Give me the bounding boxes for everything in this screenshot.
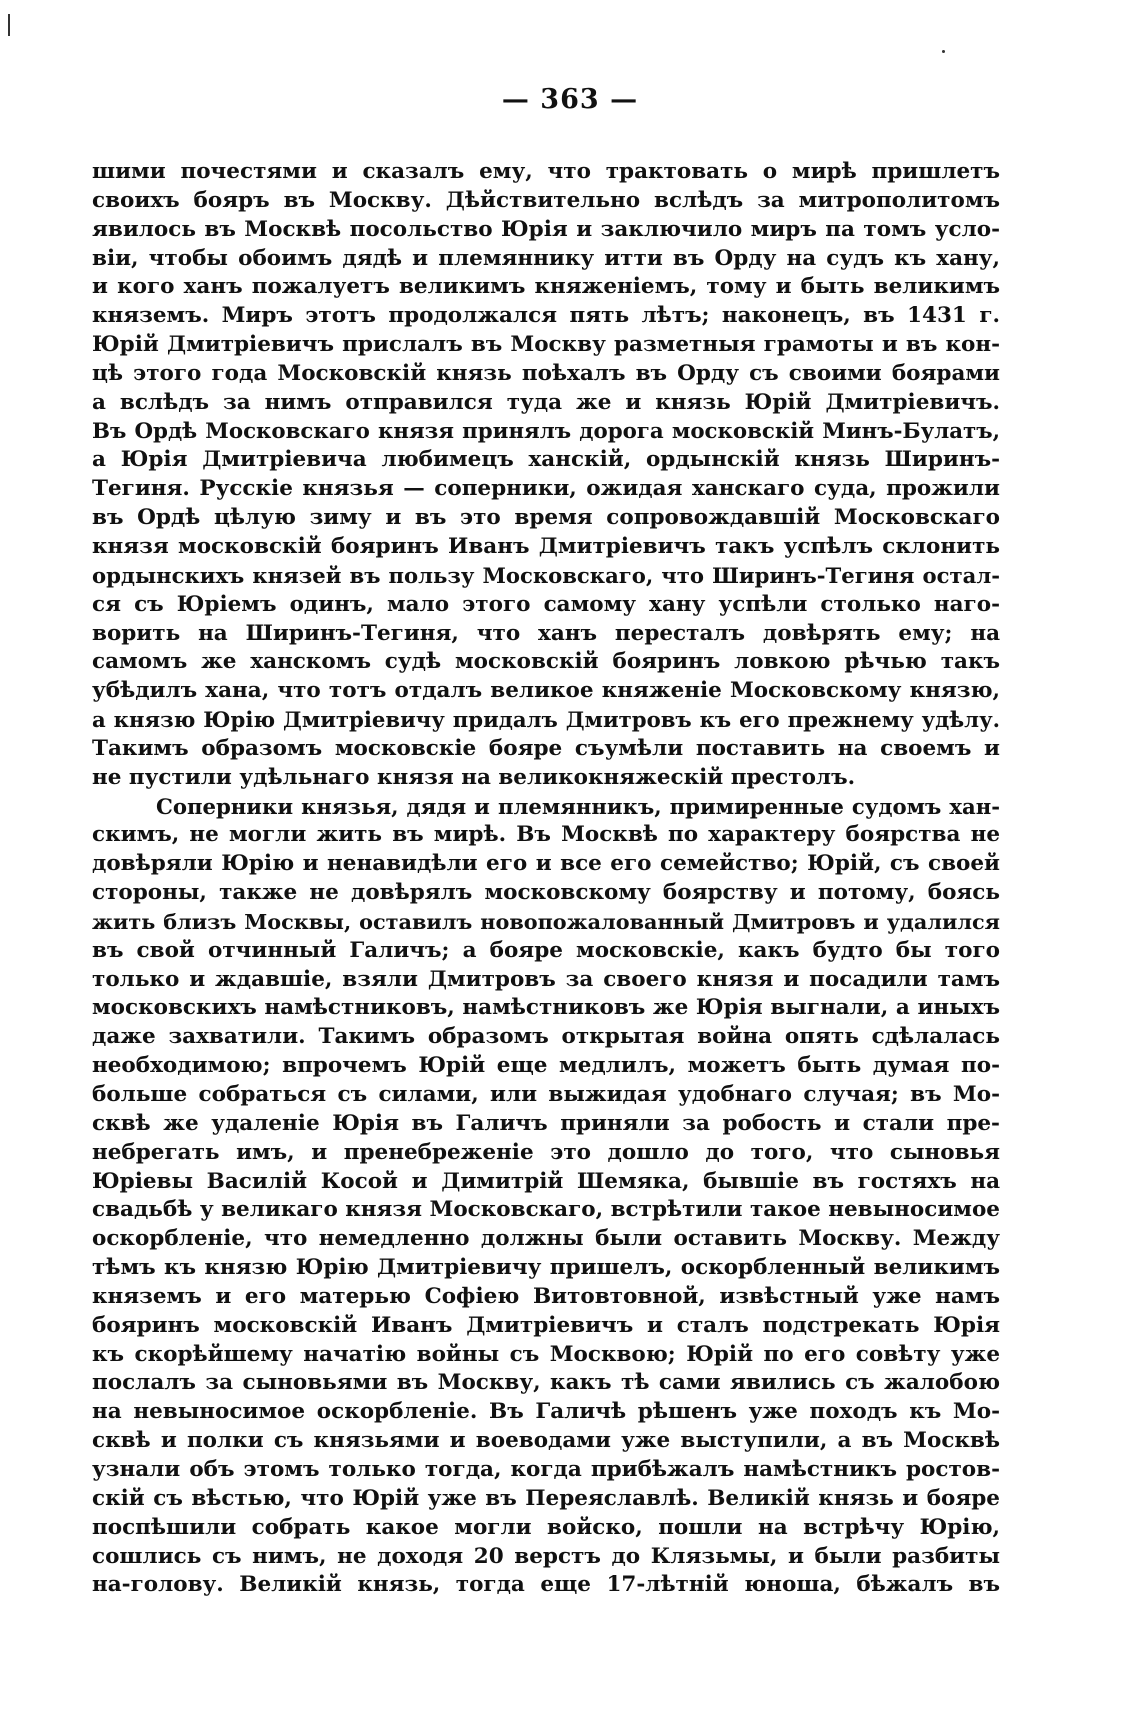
text-line: Юрій Дмитріевичъ прислалъ въ Москву разметныя грамоты и въ кон- [92, 332, 1000, 358]
text-line: а Юрія Дмитріевича любимецъ ханскій, ордынскій князь Ширинъ- [92, 447, 1000, 473]
text-line: Въ Ордѣ Московскаго князя принялъ дорога московскій Минъ-Булатъ, [92, 418, 1000, 444]
text-line: Тегиня. Русскіе князья — соперники, ожидая ханскаго суда, прожили [92, 476, 1000, 502]
text-line: ворить на Ширинъ-Тегиня, что ханъ пересталъ довѣрять ему; на [92, 620, 1000, 646]
text-line: князя московскій бояринъ Иванъ Дмитріевичъ такъ успѣлъ склонить [92, 533, 1000, 559]
text-line: и кого ханъ пожалуетъ великимъ княженіемъ, тому и быть великимъ [92, 274, 1000, 300]
text-line: небрегать имъ, и пренебреженіе это дошло до того, что сыновья [92, 1139, 1000, 1165]
text-line: ордынскихъ князей въ пользу Московскаго, что Ширинъ-Тегиня остал- [92, 562, 1000, 588]
text-line: поспѣшили собрать какое могли войско, пошли на встрѣчу Юрію, [92, 1514, 1000, 1540]
text-line: свадьбѣ у великаго князя Московскаго, встрѣтили такое невыносимое [92, 1197, 1000, 1223]
text-line: бояринъ московскій Иванъ Дмитріевичъ и сталъ подстрекать Юрія [92, 1312, 1000, 1338]
text-line: а вслѣдъ за нимъ отправился туда же и князь Юрій Дмитріевичъ. [92, 389, 1000, 415]
text-line: стороны, также не довѣрялъ московскому боярству и потому, боясь [92, 880, 1000, 906]
text-line: сквѣ и полки съ князьями и воеводами уже выступили, а въ Москвѣ [92, 1428, 1000, 1454]
text-line: только и ждавшіе, взяли Дмитровъ за своего князя и посадили тамъ [92, 966, 1000, 992]
text-line: самомъ же ханскомъ судѣ московскій бояринъ ловкою рѣчью такъ [92, 649, 1000, 675]
text-line: Такимъ образомъ московскіе бояре съумѣли поставить на своемъ и [92, 735, 1000, 761]
text-line: цѣ этого года Московскій князь поѣхалъ въ Орду съ своими боярами [92, 360, 1000, 386]
text-line: тѣмъ къ князю Юрію Дмитріевичу пришелъ, оскорбленный великимъ [92, 1255, 1000, 1281]
scan-edge-mark [8, 14, 10, 36]
text-line: узнали объ этомъ только тогда, когда прибѣжалъ намѣстникъ ростов- [92, 1456, 1000, 1482]
text-line: шими почестями и сказалъ ему, что трактовать о мирѣ пришлетъ [92, 159, 1000, 184]
text-line: необходимою; впрочемъ Юрій еще медлилъ, можетъ быть думая по- [92, 1053, 1000, 1079]
text-line: въ свой отчинный Галичъ; а бояре московскіе, какъ будто бы того [92, 937, 1000, 963]
text-line: сошлись съ нимъ, не доходя 20 верстъ до Клязьмы, и были разбиты [92, 1543, 1000, 1569]
paragraph-first-line: Соперники князья, дядя и племянникъ, примиренные судомъ хан- [156, 793, 1000, 819]
paragraph-end-line: не пустили удѣльнаго князя на великокняжескій престолъ. [92, 764, 856, 790]
text-line: а князю Юрію Дмитріевичу придалъ Дмитровъ къ его прежнему удѣлу. [92, 707, 1000, 733]
text-line: явилось въ Москвѣ посольство Юрія и заключило миръ па томъ усло- [92, 216, 1000, 242]
text-line: въ Ордѣ цѣлую зиму и въ это время сопровождавшій Московскаго [92, 505, 1000, 531]
text-line: послалъ за сыновьями въ Москву, какъ тѣ сами явились съ жалобою [92, 1370, 1000, 1396]
page-body [92, 158, 1000, 1600]
page-number: — 363 — [501, 84, 639, 115]
text-line: оскорбленіе, что немедленно должны были оставить Москву. Между [92, 1226, 1000, 1252]
text-line: скимъ, не могли жить въ мирѣ. Въ Москвѣ по характеру боярства не [92, 822, 1000, 848]
text-line: ся съ Юріемъ одинъ, мало этого самому хану успѣли столько наго- [92, 591, 1000, 617]
text-line: на-голову. Великій князь, тогда еще 17-лѣтній юноша, бѣжалъ въ [92, 1572, 1000, 1598]
text-line: на невыносимое оскорбленіе. Въ Галичѣ рѣшенъ уже походъ къ Мо- [92, 1399, 1000, 1425]
text-line: больше собраться съ силами, или выжидая удобнаго случая; въ Мо- [92, 1082, 1000, 1107]
text-line: скій съ вѣстью, что Юрій уже въ Переяславлѣ. Великій князь и бояре [92, 1485, 1000, 1511]
text-line: віи, чтобы обоимъ дядѣ и племяннику итти въ Орду на судъ къ хану, [92, 245, 1000, 271]
text-line: сквѣ же удаленіе Юрія въ Галичъ приняли за робость и стали пре- [92, 1110, 1000, 1136]
text-line: довѣряли Юрію и ненавидѣли его и все его семейство; Юрій, съ своей [92, 851, 1000, 877]
text-line: жить близъ Москвы, оставилъ новопожалованный Дмитровъ и удалился [92, 908, 1000, 934]
text-line: Юріевы Василій Косой и Димитрій Шемяка, бывшіе въ гостяхъ на [92, 1168, 1000, 1194]
scan-speck [942, 50, 945, 53]
text-line: убѣдилъ хана, что тотъ отдалъ великое княженіе Московскому князю, [92, 678, 1000, 704]
text-line: княземъ и его матерью Софіею Витовтовной, извѣстный уже намъ [92, 1283, 1000, 1309]
text-line: къ скорѣйшему начатію войны съ Москвою; Юрій по его совѣту уже [92, 1341, 1000, 1367]
text-line: своихъ бояръ въ Москву. Дѣйствительно вслѣдъ за митрополитомъ [92, 187, 1000, 213]
text-line: даже захватили. Такимъ образомъ открытая война опять сдѣлалась [92, 1024, 1000, 1050]
text-line: княземъ. Миръ этотъ продолжался пять лѣтъ; наконецъ, въ 1431 г. [92, 303, 1000, 329]
text-line: московскихъ намѣстниковъ, намѣстниковъ же Юрія выгнали, а иныхъ [92, 995, 1000, 1021]
